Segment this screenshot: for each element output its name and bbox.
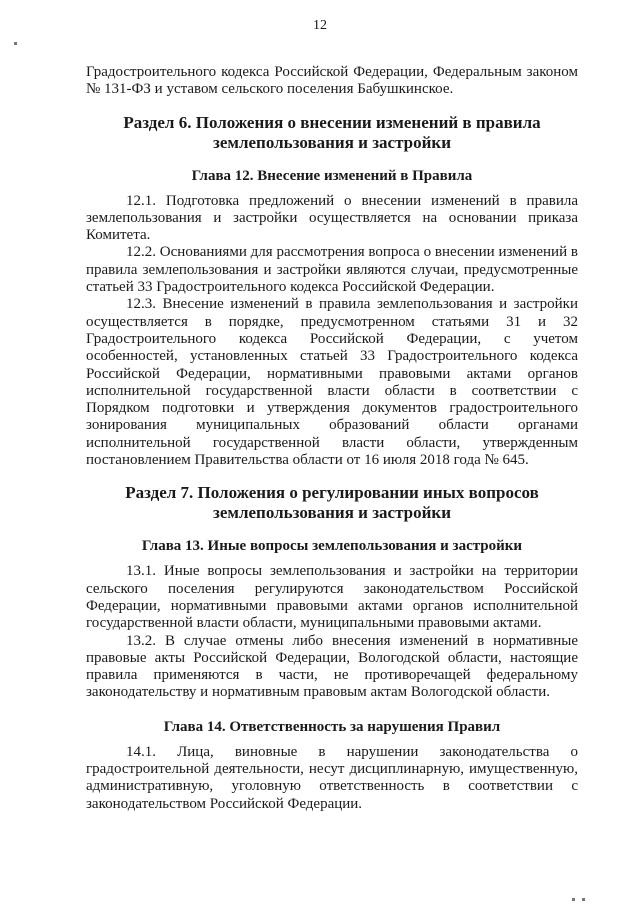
section-7-title [86, 483, 578, 523]
page-number: 12 [313, 18, 327, 33]
paragraph-14-1: 14.1. Лица, виновные в нарушении законодательства о градостроительной деятельности, несут дисциплинарную, имущественную, административную, уголовную ответственность в соответствии с законодательством Российской Федерации. [86, 743, 578, 812]
paragraph-13-2: 13.2. В случае отмены либо внесения изменений в нормативные правовые акты Российской Федерации, Вологодской области, настоящие правила применяются в части, не противоречащей федеральному законодательству и нормативным правовым актам Вологодской области. [86, 632, 578, 701]
scan-mark-bottom-right-1 [572, 898, 575, 901]
chapter-14-title: Глава 14. Ответственность за нарушения Правил [163, 718, 501, 735]
section-6-title [86, 113, 578, 153]
paragraph-13-1: 13.1. Иные вопросы землепользования и застройки на территории сельского поселения регулируются законодательством Российской Федерации, нормативными правовыми актами органов исполнительной государственной власти области, муниципальными правовыми актами. [86, 563, 578, 632]
chapter-13-title: Глава 13. Иные вопросы землепользования и застройки [141, 538, 523, 555]
intro-paragraph: Градостроительного кодекса Российской Федерации, Федеральным законом № 131-ФЗ и уставом сельского поселения Бабушкинское. [86, 64, 578, 98]
paragraph-12-2: 12.2. Основаниями для рассмотрения вопроса о внесении изменений в правила землепользования и застройки являются случаи, предусмотренные статьей 33 Градостроительного кодекса Российской Федерации. [86, 244, 578, 296]
section-6-title-line2: землепользования и застройки [213, 132, 451, 152]
scan-mark-bottom-right-2 [582, 898, 585, 901]
paragraph-12-1: 12.1. Подготовка предложений о внесении изменений в правила землепользования и застройки осуществляется на основании приказа Комитета. [86, 192, 578, 244]
section-6-title-line1: Раздел 6. Положения о внесении изменений в правила [123, 112, 541, 132]
chapter-12-title: Глава 12. Внесение изменений в Правила [191, 167, 473, 184]
document-body [86, 64, 578, 813]
section-7-title-line1: Раздел 7. Положения о регулировании иных вопросов [125, 483, 539, 503]
section-7-title-line2: землепользования и застройки [213, 503, 451, 523]
paragraph-12-3: 12.3. Внесение изменений в правила землепользования и застройки осуществляется в порядке, предусмотренном статьями 31 и 32 Градостроительного кодекса Российской Федерации, с учетом особенностей, установленных статьей 33 Градостроительного кодекса Российской Федерации, нормативными правовыми актами органов исполнительной государственной власти области в соответствии с Порядком подготовки и утверждения документов градостроительного зонирования муниципальных образований области органами исполнительной государственной власти области, утвержденным постановлением Правительства области от 16 июля 2018 года № 645. [86, 296, 578, 469]
scan-mark-left [14, 42, 17, 45]
